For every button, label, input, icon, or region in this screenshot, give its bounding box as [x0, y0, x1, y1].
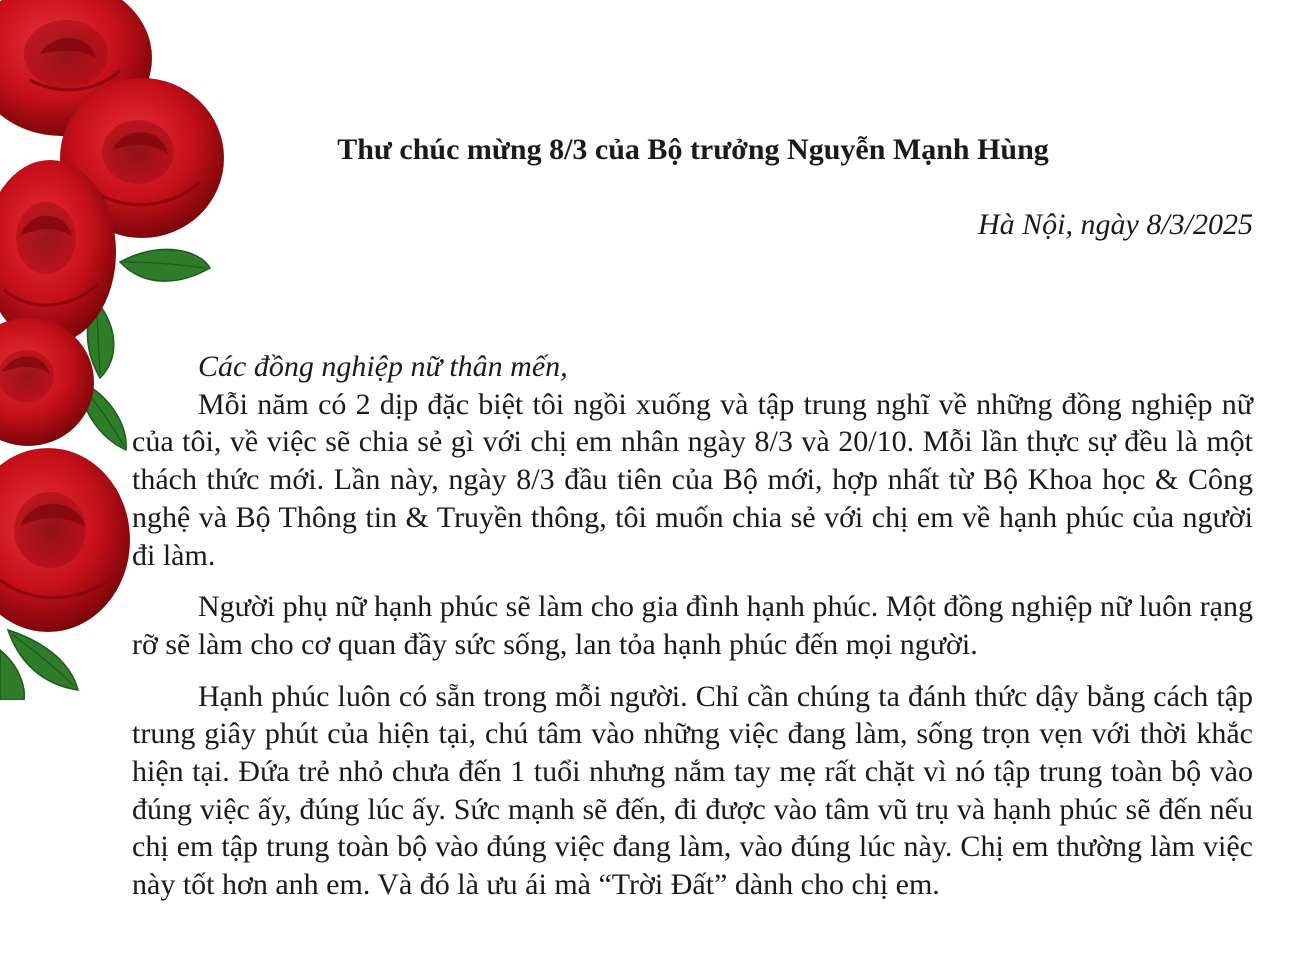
letter-paragraph: Mỗi năm có 2 dịp đặc biệt tôi ngồi xuống và tập trung nghĩ về những đồng nghiệp nữ của tôi, về việc sẽ chia sẻ gì với chị em nhân ngày 8/3 và 20/10. Mỗi lần thực sự đều là một thách thức mới. Lần này, ngày 8/3 đầu tiên của Bộ mới, hợp nhất từ Bộ Khoa học & Công nghệ và Bộ Thông tin & Truyền thông, tôi muốn chia sẻ với chị em về hạnh phúc của người đi làm. [132, 387, 1253, 572]
letter-title: Thư chúc mừng 8/3 của Bộ trưởng Nguyễn Mạnh Hùng [337, 133, 1049, 166]
letter-dateline: Hà Nội, ngày 8/3/2025 [978, 208, 1253, 241]
letter-salutation: Các đồng nghiệp nữ thân mến, [198, 350, 568, 383]
rose-bloom-4 [0, 318, 94, 446]
letter-paragraph: Hạnh phúc luôn có sẵn trong mỗi người. Chỉ cần chúng ta đánh thức dậy bằng cách tập trung giây phút của hiện tại, chú tâm vào những việc đang làm, sống trọn vẹn với thời khắc hiện tại. Đứa trẻ nhỏ chưa đến 1 tuổi nhưng nắm tay mẹ rất chặt vì nó tập trung toàn bộ vào đúng việc ấy, đúng lúc ấy. Sức mạnh sẽ đến, đi được vào tâm vũ trụ và hạnh phúc sẽ đến nếu chị em tập trung toàn bộ vào đúng việc đang làm, vào đúng lúc này. Chị em thường làm việc này tốt hơn anh em. Và đó là ưu ái mà “Trời Đất” dành cho chị em. [132, 679, 1253, 902]
letter-paragraph: Người phụ nữ hạnh phúc sẽ làm cho gia đình hạnh phúc. Một đồng nghiệp nữ luôn rạng rỡ sẽ làm cho cơ quan đầy sức sống, lan tỏa hạnh phúc đến mọi người. [132, 590, 1253, 661]
rose-bloom-5 [0, 448, 130, 632]
letter-body [132, 348, 1253, 904]
